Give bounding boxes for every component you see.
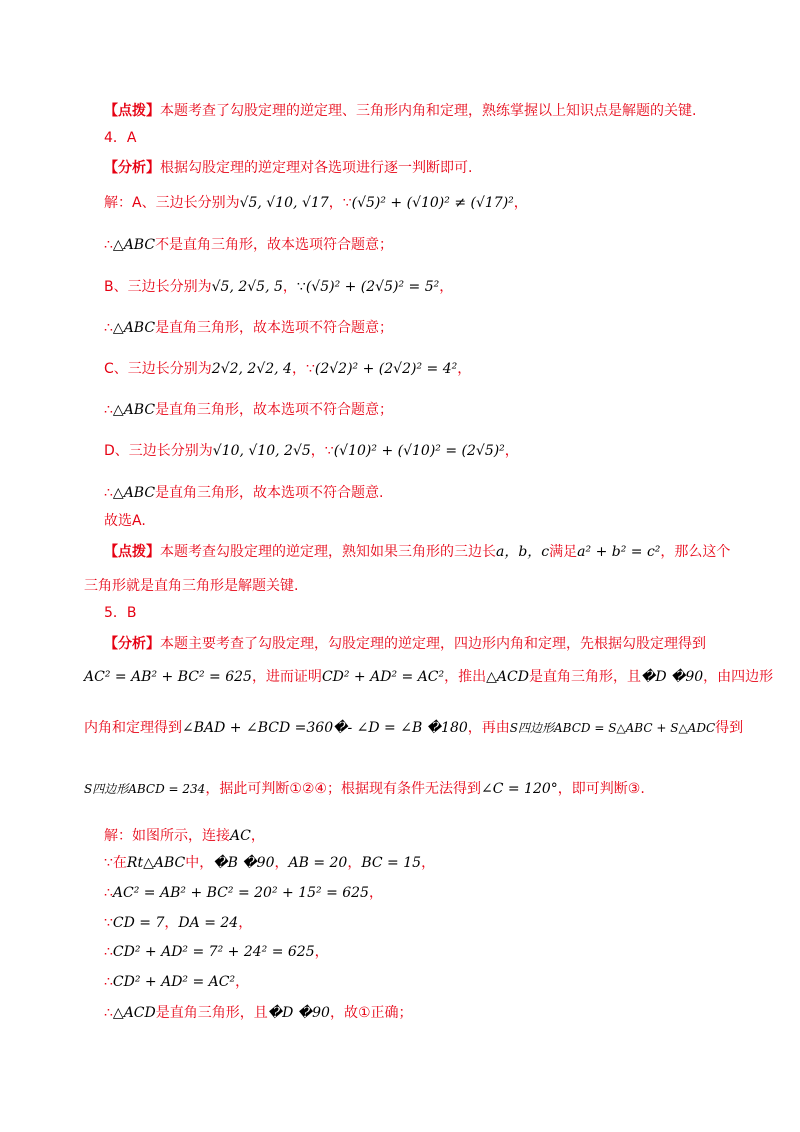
option-b-conclusion: ∴△ABC是直角三角形，故本选项不符合题意；: [104, 320, 394, 336]
solution-step-3: ∵CD = 7，DA = 24，: [104, 915, 253, 931]
question-5-label: 5．B: [104, 605, 137, 621]
question-5-analysis-line3: 内角和定理得到∠BAD + ∠BCD =360�- ∠D = ∠B �180，再由S四边形ABCD = S△ABC + S△ADC得到: [84, 720, 744, 736]
option-c-check: (2√2)² + (2√2)² = 4²: [314, 361, 458, 377]
question-4-answer: 故选A.: [104, 513, 146, 529]
solution-step-6: ∴△ACD是直角三角形，且�D �90，故①正确；: [104, 1005, 413, 1021]
option-b-line: B、三边长分别为√5, 2√5, 5，∵(√5)² + (2√5)² = 5²，: [104, 279, 454, 295]
option-b-check: (√5)² + (2√5)² = 5²: [305, 279, 440, 295]
hint-paragraph-q3: 【点拨】本题考查了勾股定理的逆定理、三角形内角和定理，熟练掌握以上知识点是解题的关键.: [104, 103, 697, 119]
solution-step-4: ∴CD² + AD² = 7² + 24² = 625，: [104, 944, 329, 960]
question-4-analysis: 【分析】根据勾股定理的逆定理对各选项进行逐一判断即可.: [104, 160, 473, 176]
option-a-conclusion: ∴△ABC不是直角三角形，故本选项符合题意；: [104, 237, 394, 253]
question-4-label: 4．A: [104, 130, 137, 146]
hint-paragraph-q4-continued: 三角形就是直角三角形是解题关键.: [84, 578, 299, 594]
option-d-conclusion: ∴△ABC是直角三角形，故本选项不符合题意.: [104, 485, 384, 501]
hint-paragraph-q4: 【点拨】本题考查勾股定理的逆定理，熟知如果三角形的三边长a，b，c满足a² + b² = c²，那么这个: [104, 544, 731, 560]
option-d-sides: √10, √10, 2√5: [212, 443, 311, 459]
solution-step-1: ∵在Rt△ABC中，�B �90，AB = 20，BC = 15，: [104, 855, 436, 871]
solution-step-5: ∴CD² + AD² = AC²，: [104, 974, 250, 990]
question-5-analysis-line2: AC² = AB² + BC² = 625，进而证明CD² + AD² = AC²，推出△ACD是直角三角形，且�D �90，由四边形: [84, 669, 774, 685]
option-a-sides: √5, √10, √17: [239, 195, 329, 211]
option-d-line: D、三边长分别为√10, √10, 2√5，∵(√10)² + (√10)² = (2√5)²，: [104, 443, 519, 459]
option-c-conclusion: ∴△ABC是直角三角形，故本选项不符合题意；: [104, 402, 394, 418]
solution-intro: 解：如图所示，连接AC，: [104, 828, 265, 844]
option-c-line: C、三边长分别为2√2, 2√2, 4，∵(2√2)² + (2√2)² = 4²，: [104, 361, 472, 377]
option-a-line: 解：A、三边长分别为√5, √10, √17，∵(√5)² + (√10)² ≠ (√17)²，: [104, 195, 528, 211]
question-5-analysis-line4: S四边形ABCD = 234，据此可判断①②④；根据现有条件无法得到∠C = 120°，即可判断③.: [84, 781, 645, 797]
solution-step-2: ∴AC² = AB² + BC² = 20² + 15² = 625，: [104, 885, 383, 901]
option-d-check: (√10)² + (√10)² = (2√5)²: [333, 443, 505, 459]
option-c-sides: 2√2, 2√2, 4: [211, 361, 292, 377]
option-b-sides: √5, 2√5, 5: [211, 279, 283, 295]
question-5-analysis: 【分析】本题主要考查了勾股定理，勾股定理的逆定理，四边形内角和定理，先根据勾股定理得到: [104, 636, 706, 652]
option-a-check: (√5)² + (√10)² ≠ (√17)²: [351, 195, 514, 211]
